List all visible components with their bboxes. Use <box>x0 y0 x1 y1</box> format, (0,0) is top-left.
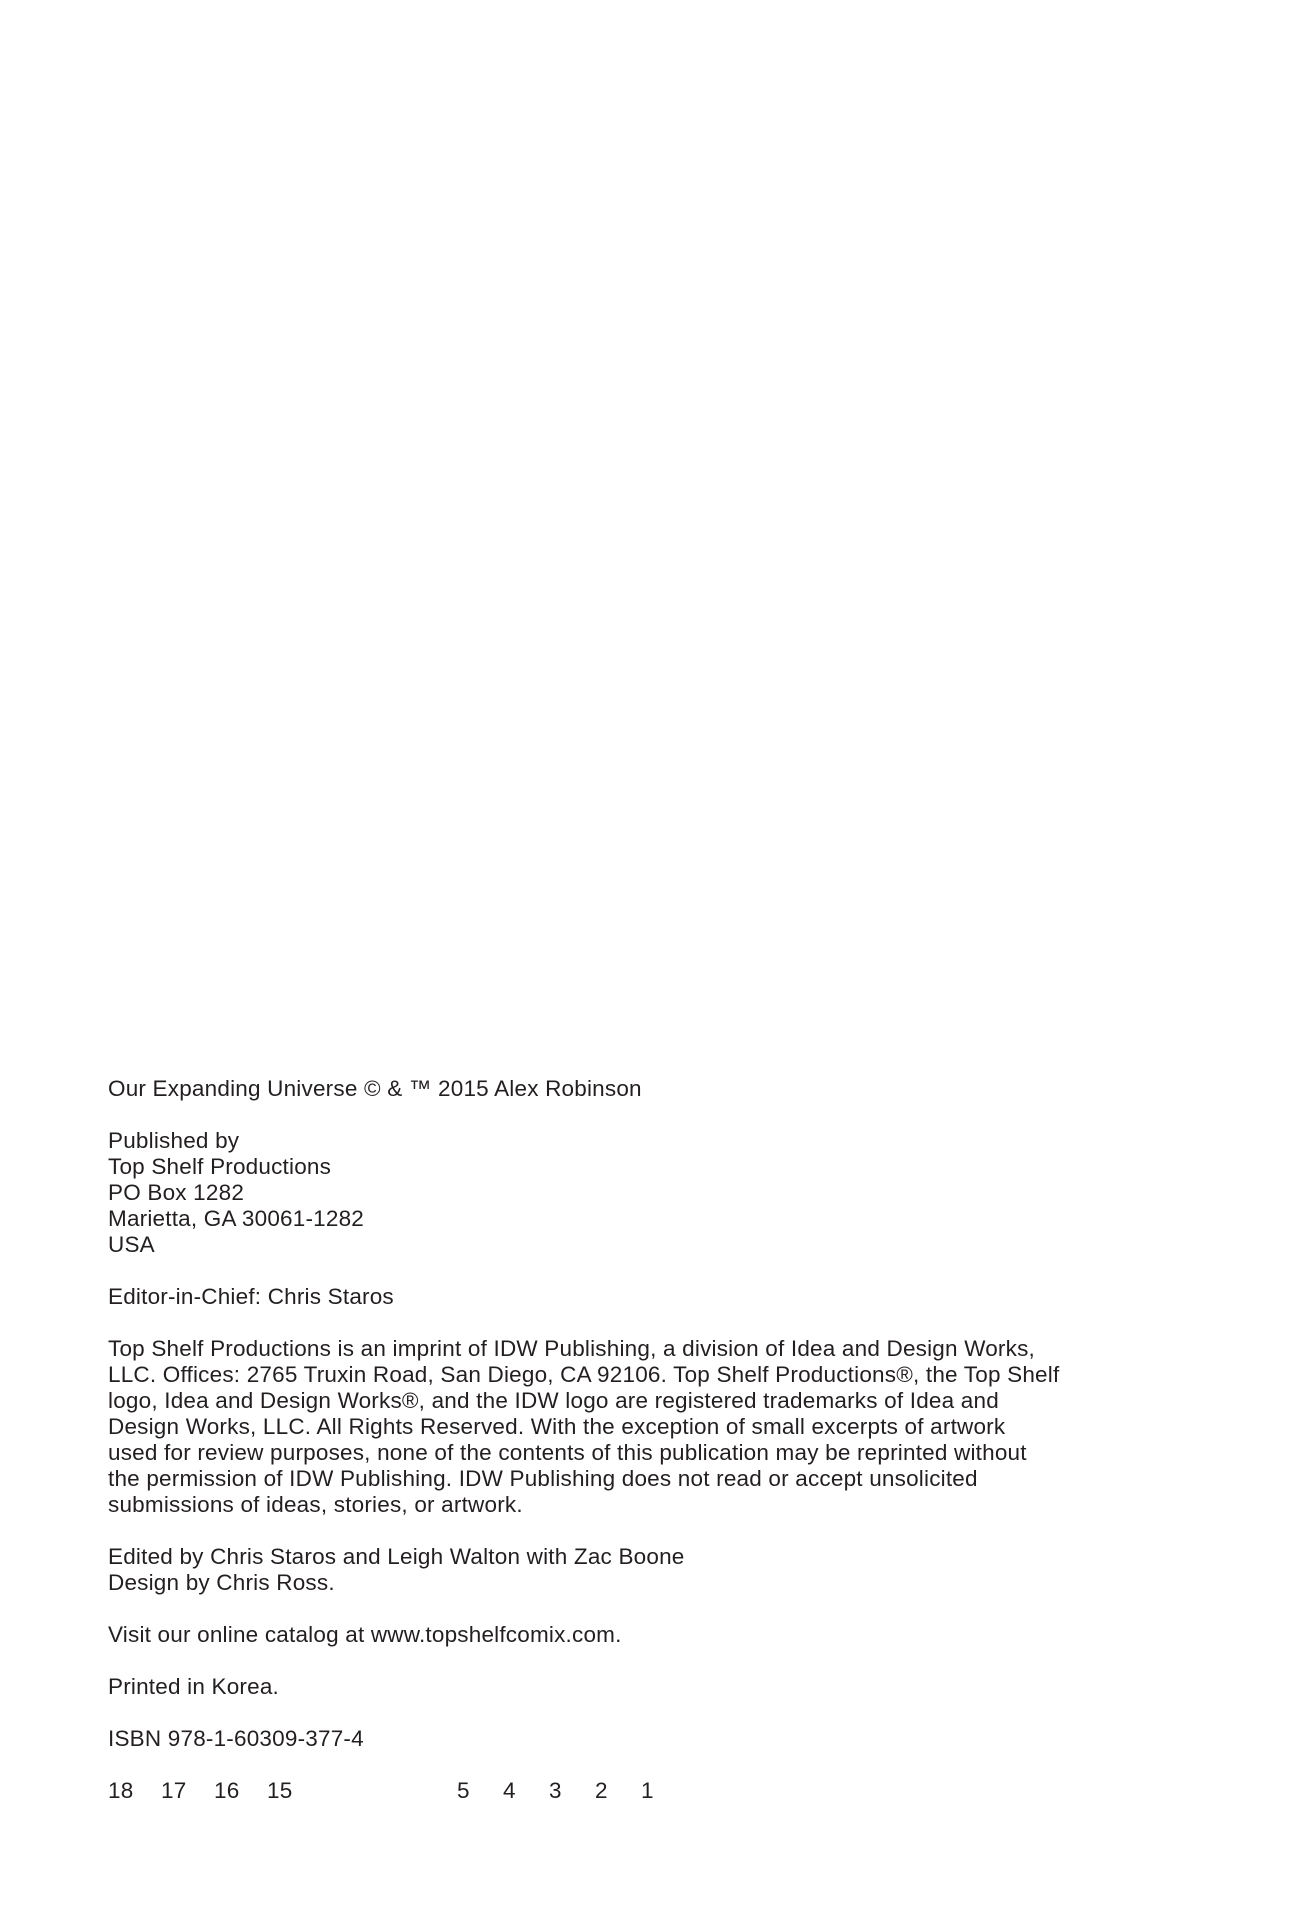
printed-in-korea: Printed in Korea. <box>108 1674 279 1699</box>
print-run-number: 1 <box>641 1778 654 1803</box>
legal-line: LLC. Offices: 2765 Truxin Road, San Diego, CA 92106. Top Shelf Productions®, the Top Shelf <box>108 1362 1060 1387</box>
print-run-line <box>108 1778 1248 1804</box>
catalog-line <box>108 1622 1248 1648</box>
print-run-number: 5 <box>457 1778 470 1803</box>
print-run-number: 4 <box>503 1778 516 1803</box>
editor-in-chief: Editor-in-Chief: Chris Staros <box>108 1284 394 1309</box>
printed-line <box>108 1674 1248 1700</box>
print-run-number: 16 <box>214 1778 240 1803</box>
published-by-line: Published by <box>108 1128 240 1153</box>
credits-block <box>108 1544 1248 1596</box>
publisher-country: USA <box>108 1232 155 1257</box>
legal-paragraph <box>108 1336 1248 1518</box>
legal-line: the permission of IDW Publishing. IDW Publishing does not read or accept unsolicited <box>108 1466 978 1491</box>
copyright-notice: Our Expanding Universe © & ™ 2015 Alex Robinson <box>108 1076 642 1101</box>
legal-line: used for review purposes, none of the contents of this publication may be reprinted without <box>108 1440 1027 1465</box>
edited-by-line: Edited by Chris Staros and Leigh Walton with Zac Boone <box>108 1544 685 1569</box>
isbn-line <box>108 1726 1248 1752</box>
print-run-number: 17 <box>161 1778 187 1803</box>
legal-line: Design Works, LLC. All Rights Reserved. With the exception of small excerpts of artwork <box>108 1414 1006 1439</box>
print-run-printings <box>457 1778 687 1804</box>
publisher-name: Top Shelf Productions <box>108 1154 332 1179</box>
editor-line <box>108 1284 1248 1310</box>
isbn-number: ISBN 978-1-60309-377-4 <box>108 1726 364 1751</box>
online-catalog-url-line: Visit our online catalog at www.topshelfcomix.com. <box>108 1622 622 1647</box>
print-run-number: 15 <box>267 1778 293 1803</box>
print-run-number: 3 <box>549 1778 562 1803</box>
colophon-text-block <box>108 1076 1248 1804</box>
legal-line: logo, Idea and Design Works®, and the IDW logo are registered trademarks of Idea and <box>108 1388 999 1413</box>
copyright-line <box>108 1076 1248 1102</box>
print-run-years <box>108 1778 320 1803</box>
legal-line: Top Shelf Productions is an imprint of IDW Publishing, a division of Idea and Design Works, <box>108 1336 1035 1361</box>
print-run-number: 2 <box>595 1778 608 1803</box>
publisher-address-block <box>108 1128 1248 1258</box>
design-by-line: Design by Chris Ross. <box>108 1570 335 1595</box>
publisher-po-box: PO Box 1282 <box>108 1180 245 1205</box>
legal-line: submissions of ideas, stories, or artwork. <box>108 1492 523 1517</box>
print-run-number: 18 <box>108 1778 134 1803</box>
publisher-city-state-zip: Marietta, GA 30061-1282 <box>108 1206 365 1231</box>
